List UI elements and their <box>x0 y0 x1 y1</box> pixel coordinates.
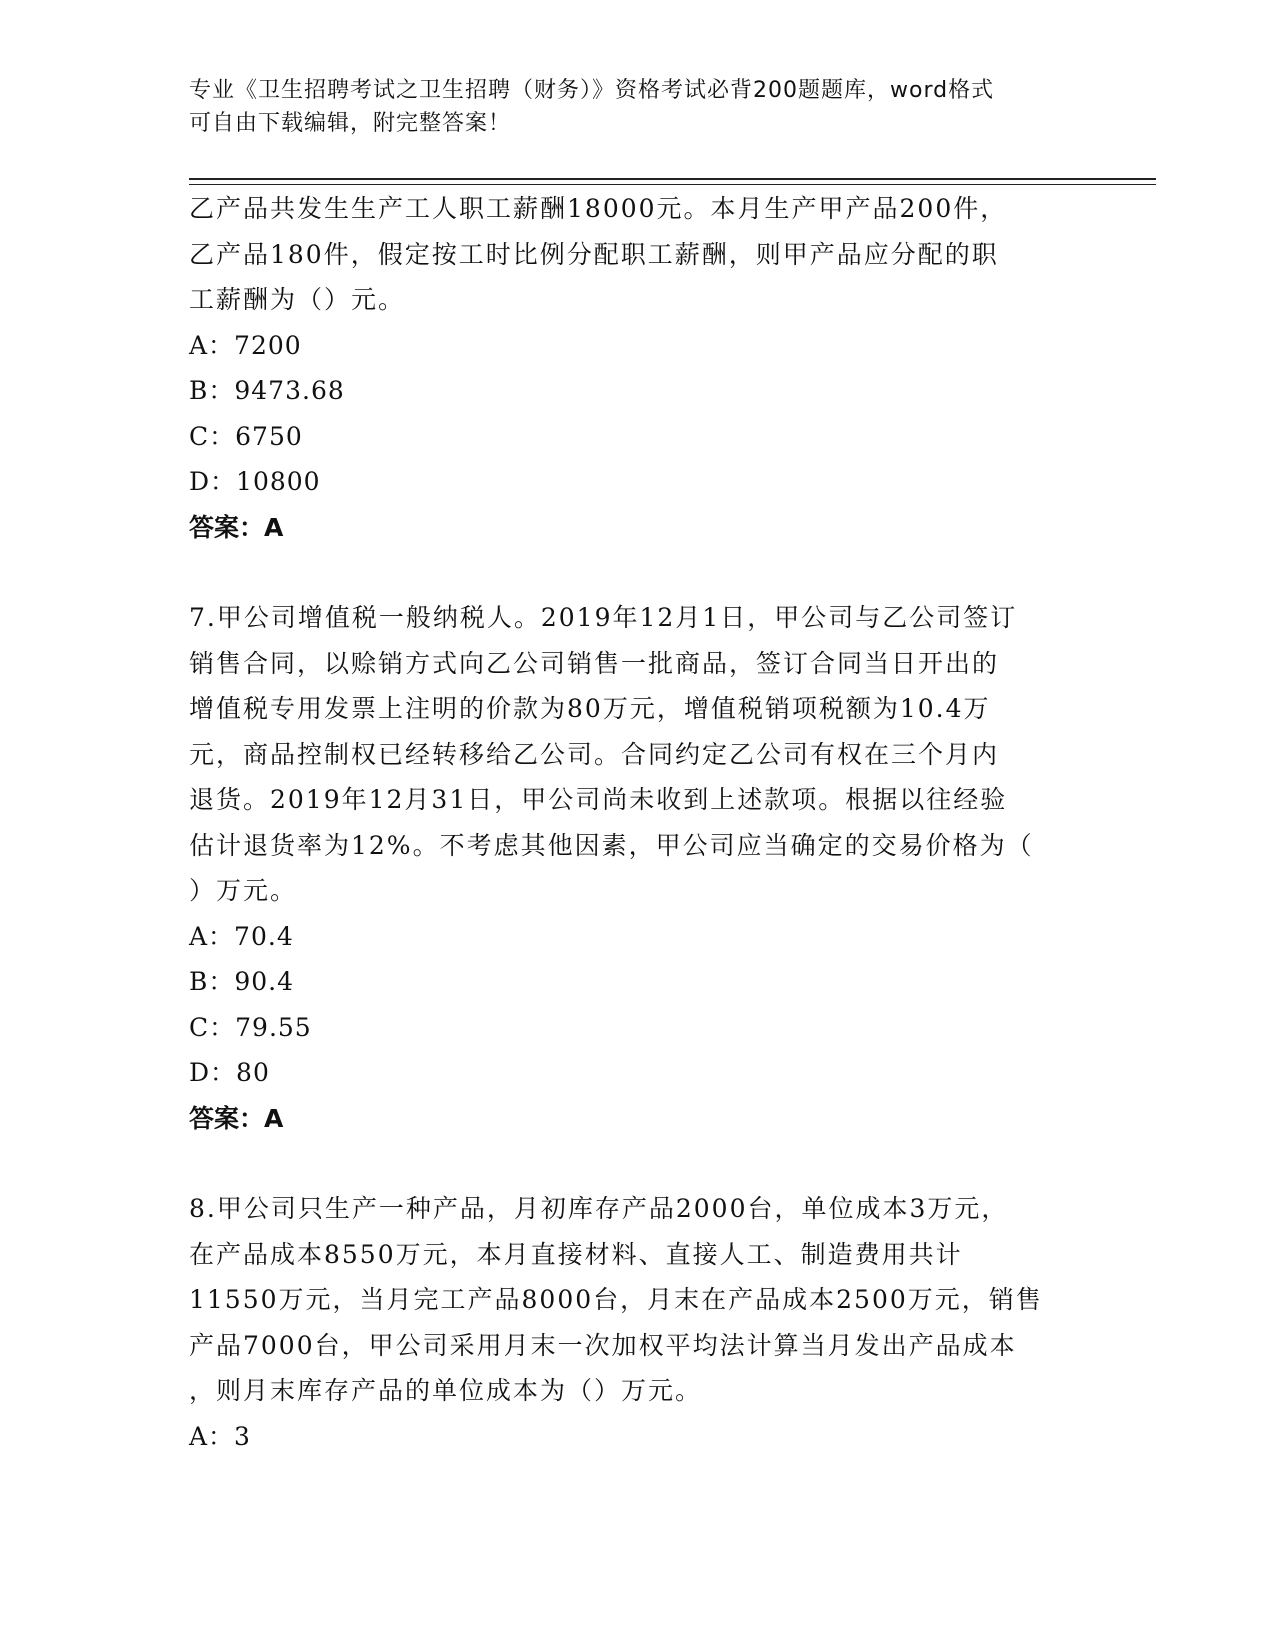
document-header <box>189 74 1089 140</box>
question-text-line: 元，商品控制权已经转移给乙公司。合同约定乙公司有权在三个月内 <box>189 739 1000 769</box>
header-title-line2: 可自由下载编辑，附完整答案！ <box>189 111 512 136</box>
question-text-line: 估计退货率为12%。不考虑其他因素，甲公司应当确定的交易价格为（ <box>189 830 1034 860</box>
question-text-line: 工薪酬为（）元。 <box>189 285 406 314</box>
question-text-line: ，则月末库存产品的单位成本为（）万元。 <box>189 1376 703 1405</box>
question-text-line: 11550万元，当月完工产品8000台，月末在产品成本2500万元，销售 <box>189 1285 1043 1314</box>
question-7 <box>189 595 1089 1141</box>
question-6 <box>189 186 1089 550</box>
question-text-line: 乙产品共发生生产工人职工薪酬18000元。本月生产甲产品200件， <box>189 194 1008 223</box>
answer-line: 答案：A <box>189 512 284 542</box>
option-b: B：90.4 <box>189 967 295 996</box>
option-a: A：70.4 <box>189 921 294 951</box>
header-title-line1: 专业《卫生招聘考试之卫生招聘（财务）》资格考试必背200题题库，word格式 <box>189 78 995 103</box>
option-d: D：80 <box>189 1058 270 1087</box>
answer-line: 答案：A <box>189 1103 284 1133</box>
question-8 <box>189 1186 1089 1459</box>
document-body <box>189 186 1089 1459</box>
option-b: B：9473.68 <box>189 376 345 405</box>
question-text-line: 销售合同，以赊销方式向乙公司销售一批商品，签订合同当日开出的 <box>189 648 1000 678</box>
option-c: C：6750 <box>189 421 303 451</box>
question-text-line: 退货。2019年12月31日，甲公司尚未收到上述款项。根据以往经验 <box>189 785 1008 814</box>
question-text-line: 在产品成本8550万元，本月直接材料、直接人工、制造费用共计 <box>189 1239 963 1269</box>
question-text-line: 7.甲公司增值税一般纳税人。2019年12月1日，甲公司与乙公司签订 <box>189 603 1018 632</box>
option-a: A：3 <box>189 1421 251 1451</box>
option-d: D：10800 <box>189 467 321 496</box>
option-a: A：7200 <box>189 330 302 360</box>
header-divider-thick <box>189 178 1156 180</box>
header-divider-thin <box>189 184 1156 185</box>
question-text-line: 8.甲公司只生产一种产品，月初库存产品2000台，单位成本3万元， <box>189 1194 1009 1223</box>
question-text-line: 乙产品180件，假定按工时比例分配职工薪酬，则甲产品应分配的职 <box>189 239 999 269</box>
question-text-line: ）万元。 <box>189 876 298 905</box>
question-text-line: 产品7000台，甲公司采用月末一次加权平均法计算当月发出产品成本 <box>189 1330 1017 1360</box>
question-text-line: 增值税专用发票上注明的价款为80万元，增值税销项税额为10.4万 <box>189 694 991 723</box>
option-c: C：79.55 <box>189 1012 312 1042</box>
